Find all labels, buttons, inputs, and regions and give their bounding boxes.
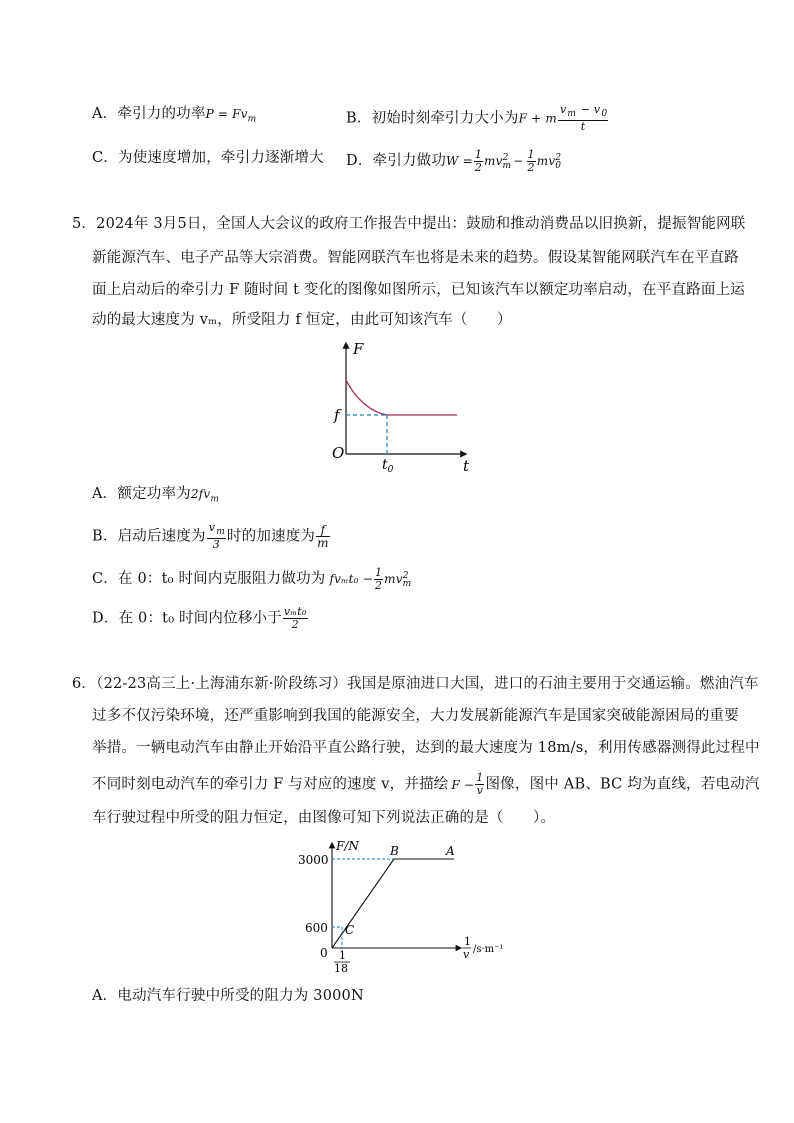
q5-line-3: 面上启动后的牵引力 F 随时间 t 变化的图像如图所示，已知该汽车以额定功率启动，在平直路面上运 xyxy=(92,282,745,298)
inline-fraction: $\frac{1}{v}$ xyxy=(476,771,484,797)
formula: W = xyxy=(446,154,473,168)
question-text: 我国是原油进口大国，进口的石油主要用于交通运输。燃油汽车 xyxy=(347,676,759,692)
fraction: $\frac{v_m - v_0}{t}$ xyxy=(559,103,608,134)
option-text: 启动后速度为 xyxy=(117,528,206,545)
force-curve xyxy=(346,380,457,415)
option-label: C． xyxy=(92,150,118,166)
y-low-label: 600 xyxy=(305,921,328,935)
inline-formula: F − xyxy=(451,777,475,792)
fraction-displacement: $\frac{\text{vₘt₀}}{2}$ xyxy=(283,605,307,631)
fraction-half: $\frac{1}{2}$ xyxy=(474,147,483,174)
formula: fvₘt₀ − xyxy=(329,572,373,586)
q5-line-2: 新能源汽车、电子产品等大宗消费。智能网联汽车也将是未来的趋势。假设某智能网联汽车在平直路 xyxy=(92,250,739,266)
point-a-label: A xyxy=(446,844,455,858)
formula: $2fv_m$ xyxy=(190,487,220,505)
q5-line-4: 动的最大速度为 vₘ，所受阻力 f 恒定，由此可知该汽车（ ） xyxy=(92,312,512,328)
origin-label: O xyxy=(332,444,345,462)
option-text: 牵引力的功率 xyxy=(117,106,206,122)
q5-line-1 xyxy=(72,214,746,234)
point-c-label: C xyxy=(345,923,355,937)
x-axis-label-den: v xyxy=(463,948,470,961)
y-axis-label: F xyxy=(353,340,364,358)
question-source: （22-23高三上·上海浦东新·阶段练习） xyxy=(96,676,348,692)
option-text-2: 时的加速度为 xyxy=(226,528,316,545)
minus: − xyxy=(513,154,524,168)
q6-line-1 xyxy=(72,674,759,694)
y-axis-label: F/N xyxy=(336,839,359,853)
option-label: C． xyxy=(92,571,118,587)
x-tick-den: 18 xyxy=(334,962,348,975)
formula: $P = Fv_m$ xyxy=(205,107,257,125)
option-label: A． xyxy=(92,486,118,502)
t0-label: $t_0$ xyxy=(382,457,394,475)
option-label: D． xyxy=(92,610,119,627)
x-axis-unit: /s·m⁻¹ xyxy=(473,944,504,955)
option-label: A． xyxy=(92,988,118,1004)
q4-option-c xyxy=(92,148,324,168)
q6-line-5: 车行驶过程中所受的阻力恒定，由图像可知下列说法正确的是（ ）。 xyxy=(92,810,556,826)
line-oc-b xyxy=(332,859,394,948)
fraction-speed: $\frac{v_m}{3}$ xyxy=(208,521,225,552)
option-text: 初始时刻牵引力大小为 xyxy=(371,110,519,127)
q5-option-d xyxy=(92,606,309,631)
option-label: A． xyxy=(92,106,118,122)
fraction-half: $\frac{1}{2}$ xyxy=(374,565,383,592)
x-axis-label: t xyxy=(463,457,470,475)
option-text: 牵引力做功 xyxy=(372,153,447,169)
q5-force-time-graph xyxy=(325,338,475,478)
fraction-half-2: $\frac{1}{2}$ xyxy=(527,147,535,174)
q4-option-b xyxy=(346,104,609,133)
q4-option-a xyxy=(92,104,256,129)
q6-force-inverse-speed-graph xyxy=(296,838,526,978)
q5-option-c xyxy=(92,566,411,594)
question-number: 6． xyxy=(72,676,97,692)
question-text-2: 图像，图中 AB、BC 均为直线，若电动汽 xyxy=(485,776,760,793)
fraction-accel: $\frac{f}{m}$ xyxy=(317,523,329,551)
option-text: 为使速度增加，牵引力逐渐增大 xyxy=(118,150,324,166)
x-tick-num: 1 xyxy=(339,949,346,962)
option-label: B． xyxy=(92,528,118,545)
question-text: 不同时刻电动汽车的牵引力 F 与对应的速度 v，并描绘 xyxy=(92,776,449,793)
option-text: 电动汽车行驶中所受的阻力为 3000N xyxy=(117,988,364,1004)
term: $mv^2_m$ xyxy=(384,571,412,590)
option-label: B． xyxy=(346,110,372,127)
q5-option-b xyxy=(92,522,331,551)
question-number: 5． xyxy=(72,216,97,232)
term: $mv^2_0$ xyxy=(536,153,562,172)
origin-label: 0 xyxy=(320,946,328,960)
q5-option-a xyxy=(92,484,219,509)
option-text: 在 0：t₀ 时间内克服阻力做功为 xyxy=(118,571,326,587)
q6-line-2: 过多不仅污染环境，还严重影响到我国的能源安全，大力发展新能源汽车是国家突破能源困局的重要 xyxy=(92,708,739,724)
y-high-label: 3000 xyxy=(298,853,329,867)
q6-line-4 xyxy=(92,772,760,797)
q4-option-d xyxy=(346,148,561,176)
x-axis-label-num: 1 xyxy=(464,935,471,948)
question-text: 2024年 3月5日，全国人大会议的政府工作报告中提出：鼓励和推动消费品以旧换新，提振智能网联 xyxy=(96,216,746,232)
option-label: D． xyxy=(346,153,373,169)
term: $mv^2_m$ xyxy=(484,153,512,172)
option-text: 额定功率为 xyxy=(117,486,191,502)
formula: F + m xyxy=(518,111,557,126)
point-b-label: B xyxy=(390,844,399,858)
q6-line-3: 举措。一辆电动汽车由静止开始沿平直公路行驶，达到的最大速度为 18m/s，利用传感器测得此过程中 xyxy=(92,740,760,756)
option-text: 在 0：t₀ 时间内位移小于 xyxy=(118,610,282,627)
f-label: f xyxy=(334,406,340,424)
q6-option-a xyxy=(92,986,364,1006)
